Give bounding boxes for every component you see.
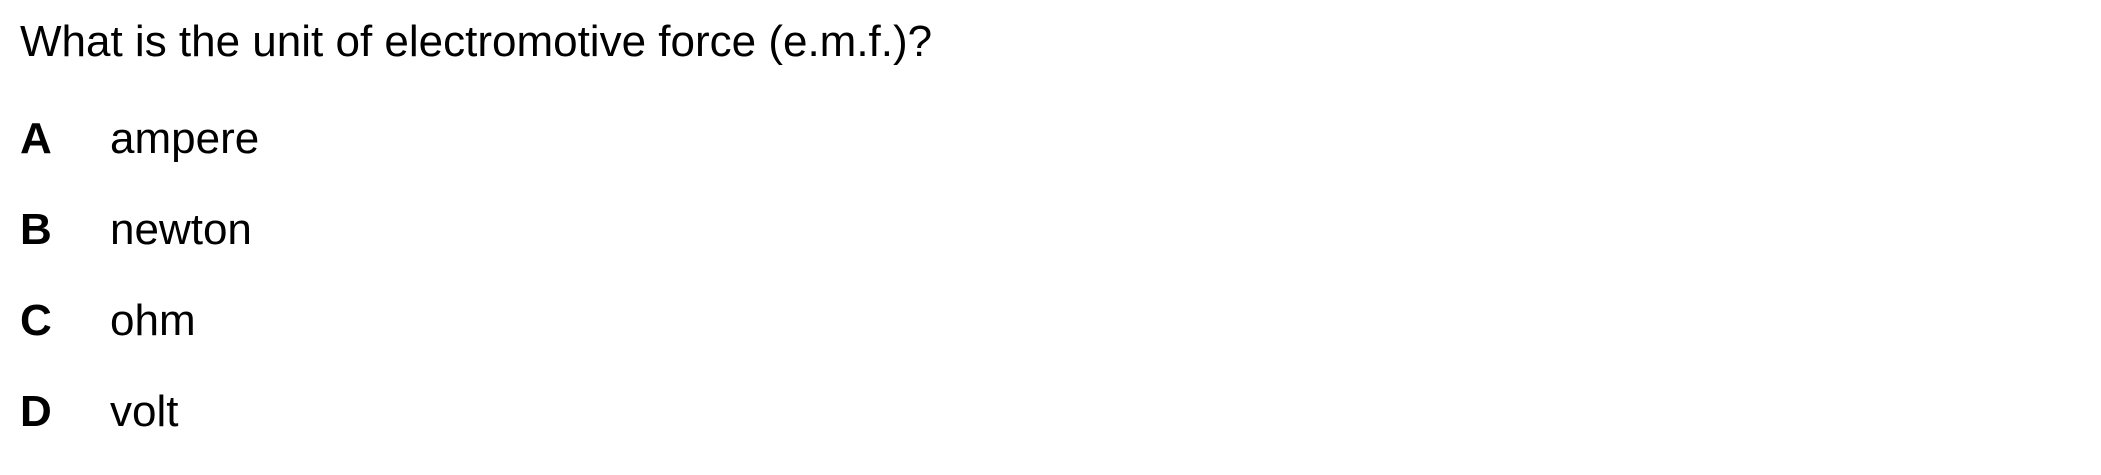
option-c[interactable] — [20, 293, 259, 384]
option-letter: A — [20, 114, 52, 163]
answer-options — [20, 111, 259, 475]
option-text: volt — [110, 387, 179, 436]
option-b[interactable] — [20, 202, 259, 293]
option-text: newton — [110, 205, 252, 254]
option-letter: D — [20, 387, 52, 436]
option-text: ohm — [110, 296, 196, 345]
question-text: What is the unit of electromotive force (e.m.f.)? — [20, 17, 933, 66]
option-a[interactable] — [20, 111, 259, 202]
option-letter: B — [20, 205, 52, 254]
option-letter: C — [20, 296, 52, 345]
option-d[interactable] — [20, 384, 259, 475]
option-text: ampere — [110, 114, 260, 163]
